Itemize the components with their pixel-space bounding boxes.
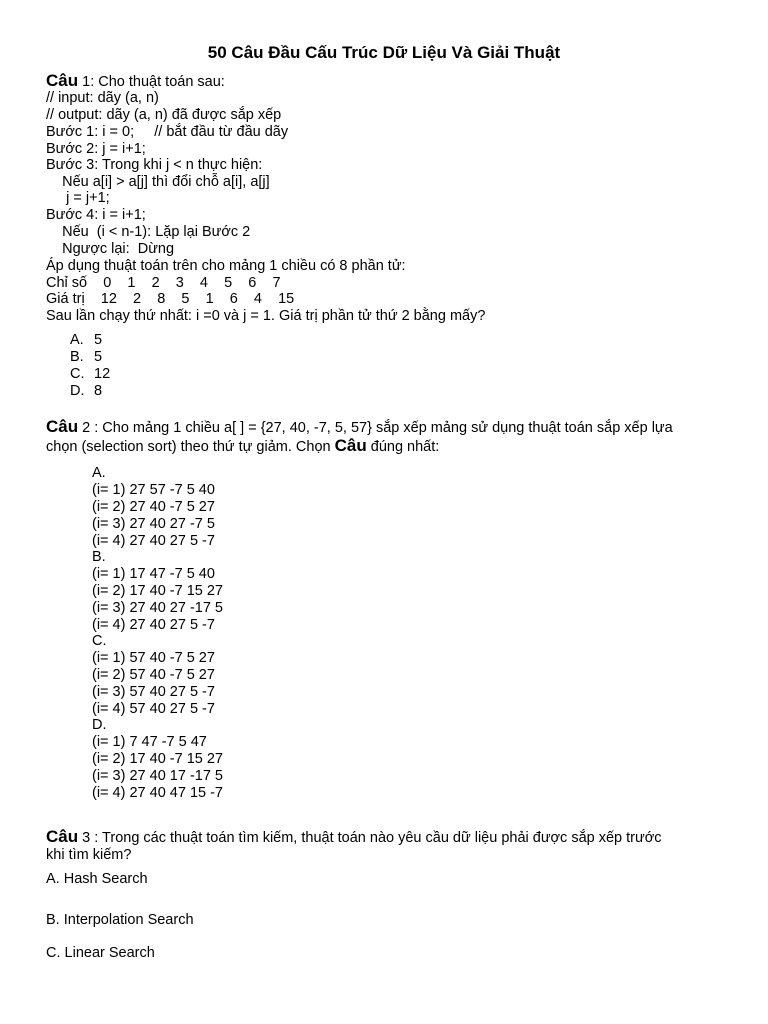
q1-line: // input: dãy (a, n): [46, 90, 159, 106]
q1-line: Bước 2: j = i+1;: [46, 141, 146, 157]
q2-option-line: (i= 4) 27 40 27 5 -7: [92, 617, 215, 633]
q2-text-b: chọn (selection sort) theo thứ tự giảm. Chọn: [46, 439, 335, 455]
page-title: 50 Câu Đầu Cấu Trúc Dữ Liệu Và Giải Thuật: [207, 43, 561, 62]
q2-option-letter: A.: [92, 465, 106, 481]
q1-line: Áp dụng thuật toán trên cho mảng 1 chiều có 8 phần tử:: [46, 258, 406, 274]
q2-text-a: 2 : Cho mảng 1 chiều a[ ] = {27, 40, -7, 5, 57} sắp xếp mảng sử dụng thuật toán sắp xếp lựa: [78, 420, 673, 436]
q2-option-line: (i= 2) 17 40 -7 15 27: [92, 751, 223, 767]
q3-line-2: khi tìm kiếm?: [46, 847, 132, 863]
q1-label: Câu: [46, 71, 79, 90]
q1-line: Bước 3: Trong khi j < n thực hiện:: [46, 157, 263, 173]
option-letter: C.: [70, 366, 85, 382]
q1-line: // output: dãy (a, n) đã được sắp xếp: [46, 107, 282, 123]
q2-line-2: [46, 437, 439, 456]
q1-heading: [46, 72, 225, 91]
option-text: 8: [94, 383, 103, 399]
q1-intro: 1: Cho thuật toán sau:: [78, 74, 225, 90]
q2-option-line: (i= 3) 27 40 27 -7 5: [92, 516, 215, 532]
q1-option: [70, 349, 102, 366]
q1-line: Nếu (i < n-1): Lặp lại Bước 2: [46, 224, 251, 240]
option-text: 12: [94, 366, 111, 382]
q1-index-row: Chỉ số 0 1 2 3 4 5 6 7: [46, 275, 281, 291]
q2-option-letter: C.: [92, 633, 107, 649]
option-text: 5: [94, 332, 103, 348]
q3-option: C. Linear Search: [46, 945, 155, 961]
q2-option-line: (i= 4) 57 40 27 5 -7: [92, 701, 215, 717]
q1-line: Nếu a[i] > a[j] thì đổi chỗ a[i], a[j]: [46, 174, 270, 190]
q1-line: j = j+1;: [46, 190, 110, 206]
q1-question: Sau lần chạy thứ nhất: i =0 và j = 1. Giá trị phần tử thứ 2 bằng mấy?: [46, 308, 486, 324]
q1-option: [70, 332, 102, 349]
q2-option-line: (i= 4) 27 40 27 5 -7: [92, 533, 215, 549]
q2-option-letter: B.: [92, 549, 106, 565]
q2-option-line: (i= 4) 27 40 47 15 -7: [92, 785, 223, 801]
q3-option: B. Interpolation Search: [46, 912, 194, 928]
q2-option-line: (i= 3) 27 40 17 -17 5: [92, 768, 223, 784]
q1-option: [70, 366, 110, 383]
q1-line: Ngược lại: Dừng: [46, 241, 175, 257]
q1-line: Bước 4: i = i+1;: [46, 207, 146, 223]
q2-option-line: (i= 1) 57 40 -7 5 27: [92, 650, 215, 666]
q2-option-line: (i= 1) 27 57 -7 5 40: [92, 482, 215, 498]
q2-label: Câu: [46, 417, 79, 436]
option-letter: A.: [70, 332, 84, 348]
option-letter: B.: [70, 349, 84, 365]
q3-text-a: 3 : Trong các thuật toán tìm kiếm, thuật toán nào yêu cầu dữ liệu phải được sắp xếp trước: [78, 830, 662, 846]
q2-option-line: (i= 2) 17 40 -7 15 27: [92, 583, 223, 599]
q3-label: Câu: [46, 827, 79, 846]
q2-option-line: (i= 2) 27 40 -7 5 27: [92, 499, 215, 515]
q2-line-1: [46, 418, 673, 437]
option-text: 5: [94, 349, 103, 365]
q2-text-c: đúng nhất:: [366, 439, 440, 455]
q1-value-row: Giá trị 12 2 8 5 1 6 4 15: [46, 291, 295, 307]
option-letter: D.: [70, 383, 85, 399]
q1-line: Bước 1: i = 0; // bắt đầu từ đầu dãy: [46, 124, 289, 140]
q2-option-line: (i= 1) 7 47 -7 5 47: [92, 734, 207, 750]
q2-option-line: (i= 2) 57 40 -7 5 27: [92, 667, 215, 683]
q3-option: A. Hash Search: [46, 871, 148, 887]
q2-option-line: (i= 1) 17 47 -7 5 40: [92, 566, 215, 582]
q2-option-letter: D.: [92, 717, 107, 733]
q1-option: [70, 383, 102, 400]
q3-line-1: [46, 828, 661, 847]
q2-label-inline: Câu: [334, 436, 367, 455]
q2-option-line: (i= 3) 27 40 27 -17 5: [92, 600, 223, 616]
q2-option-line: (i= 3) 57 40 27 5 -7: [92, 684, 215, 700]
